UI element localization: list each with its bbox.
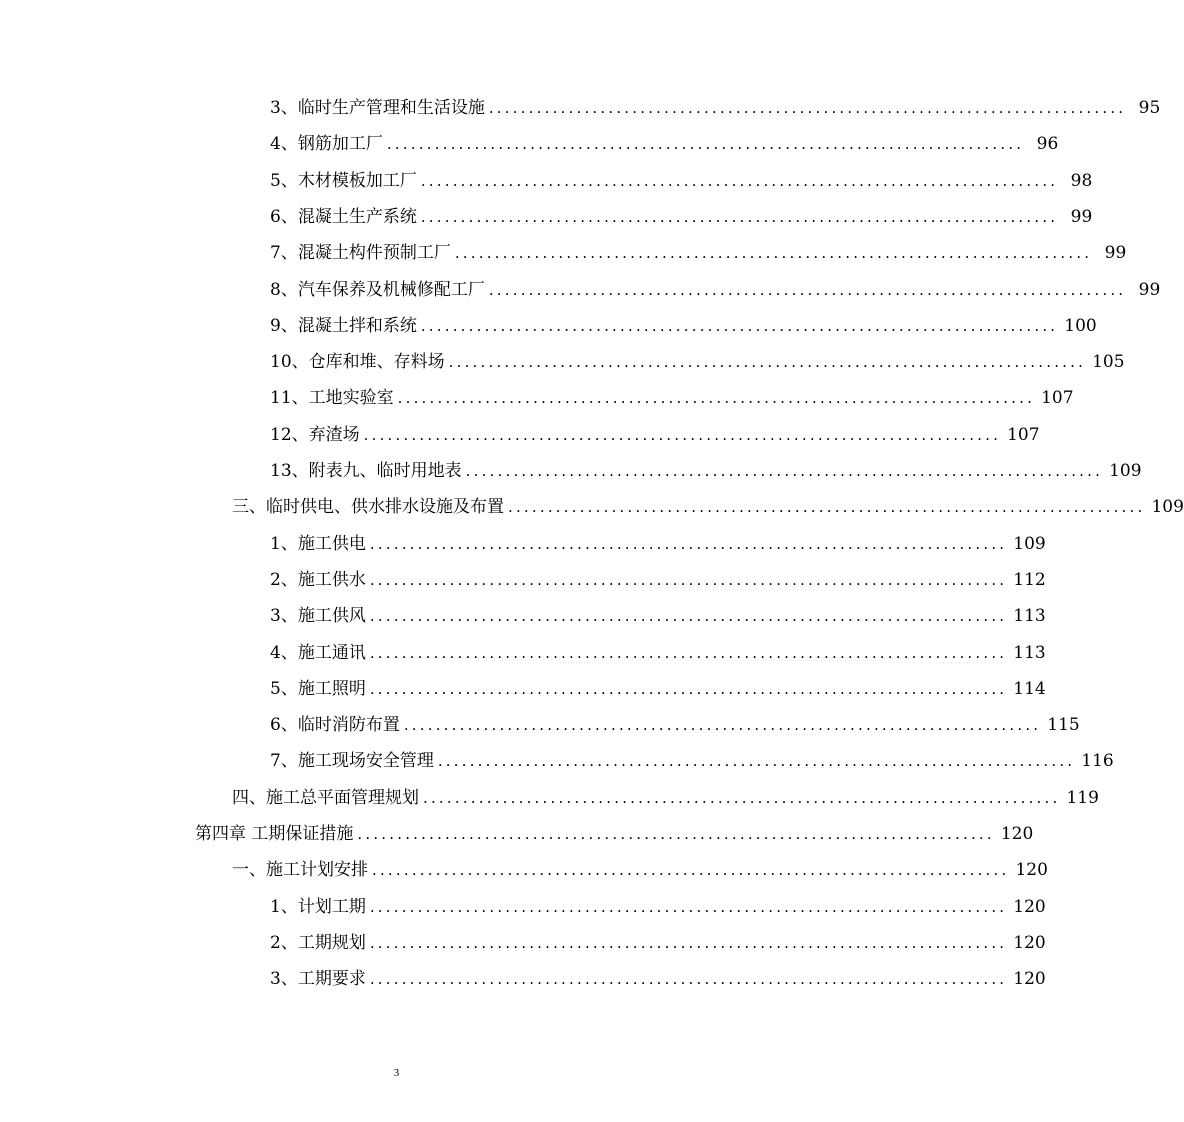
toc-leader-dots: ................................................................................	[488, 99, 1127, 117]
toc-entry-title: 11、工地实验室	[270, 388, 394, 409]
toc-entry[interactable]	[270, 417, 1040, 453]
toc-leader-dots: ................................................................................	[397, 389, 1036, 408]
toc-entry-title: 6、混凝土生产系统	[270, 206, 417, 227]
toc-entry[interactable]	[270, 889, 1046, 925]
toc-leader-dots: ................................................................................	[403, 716, 1042, 735]
toc-entry-title: 4、施工通讯	[270, 642, 366, 663]
toc-leader-dots: ................................................................................	[357, 825, 995, 843]
toc-entry-page: 109	[1109, 461, 1142, 481]
toc-leader-dots: ................................................................................	[372, 861, 1010, 880]
toc-entry-title: 3、工期要求	[270, 969, 366, 990]
toc-entry[interactable]	[270, 272, 1161, 308]
toc-entry[interactable]	[232, 852, 1048, 888]
toc-entry-title: 1、施工供电	[270, 533, 366, 554]
toc-entry[interactable]	[270, 380, 1074, 416]
toc-entry-page: 99	[1138, 279, 1161, 300]
toc-entry-title: 一、施工计划安排	[232, 860, 368, 881]
toc-entry-page: 119	[1066, 787, 1099, 808]
page-number: 3	[393, 1067, 400, 1079]
toc-entry-title: 4、钢筋加工厂	[270, 134, 383, 155]
toc-entry[interactable]	[270, 235, 1127, 271]
toc-entry[interactable]	[270, 126, 1059, 162]
toc-entry-page: 120	[1013, 969, 1046, 990]
toc-leader-dots: ................................................................................	[363, 425, 1002, 444]
toc-entry-title: 3、施工供风	[270, 606, 366, 627]
toc-entry-page: 113	[1013, 642, 1046, 663]
toc-entry[interactable]	[270, 635, 1046, 671]
toc-leader-dots: ................................................................................	[369, 607, 1008, 626]
toc-leader-dots: ................................................................................	[420, 207, 1059, 226]
toc-entry[interactable]	[270, 90, 1161, 126]
toc-leader-dots: ................................................................................	[448, 353, 1087, 372]
toc-entry-title: 5、木材模板加工厂	[270, 170, 417, 191]
toc-leader-dots: ................................................................................	[420, 171, 1059, 190]
toc-entry[interactable]	[195, 816, 1034, 852]
toc-leader-dots: ................................................................................	[420, 316, 1059, 335]
toc-entry-title: 10、仓库和堆、存料场	[270, 352, 445, 373]
toc-entry-page: 109	[1151, 497, 1184, 518]
toc-leader-dots: ................................................................................	[386, 135, 1025, 154]
toc-entry-title: 1、计划工期	[270, 896, 366, 917]
toc-entry-title: 四、施工总平面管理规划	[232, 787, 419, 808]
toc-leader-dots: ................................................................................	[369, 679, 1008, 698]
toc-entry-page: 95	[1138, 98, 1161, 118]
toc-leader-dots: ................................................................................	[369, 643, 1008, 662]
toc-entry-page: 107	[1041, 388, 1074, 409]
toc-entry-title: 5、施工照明	[270, 678, 366, 699]
toc-entry-page: 99	[1070, 206, 1093, 227]
toc-entry-title: 三、临时供电、供水排水设施及布置	[232, 497, 504, 518]
toc-entry[interactable]	[270, 344, 1125, 380]
toc-leader-dots: ................................................................................	[423, 788, 1061, 807]
toc-entry-title: 第四章 工期保证措施	[195, 824, 354, 844]
toc-entry-page: 120	[1013, 932, 1046, 953]
toc-entry[interactable]	[232, 489, 1184, 525]
toc-entry-page: 107	[1007, 424, 1040, 445]
toc-leader-dots: ................................................................................	[369, 933, 1008, 952]
toc-leader-dots: ................................................................................	[369, 534, 1008, 553]
toc-entry-page: 112	[1013, 569, 1046, 590]
toc-entry-title: 2、工期规划	[270, 932, 366, 953]
toc-entry-page: 120	[1015, 860, 1048, 881]
toc-leader-dots: ................................................................................	[369, 970, 1008, 989]
toc-entry-page: 115	[1047, 715, 1080, 736]
toc-entry-page: 120	[1013, 896, 1046, 917]
toc-entry-title: 12、弃渣场	[270, 424, 360, 445]
toc-entry[interactable]	[270, 562, 1046, 598]
toc-entry-page: 98	[1070, 170, 1093, 191]
toc-leader-dots: ................................................................................	[437, 752, 1076, 771]
toc-entry-page: 99	[1104, 243, 1127, 264]
toc-entry-title: 2、施工供水	[270, 569, 366, 590]
toc-leader-dots: ................................................................................	[454, 244, 1093, 263]
toc-entry[interactable]	[232, 780, 1099, 816]
toc-entry-page: 96	[1036, 134, 1059, 155]
toc-entry-title: 8、汽车保养及机械修配工厂	[270, 279, 485, 300]
toc-entry-page: 113	[1013, 606, 1046, 627]
toc-entry[interactable]	[270, 925, 1046, 961]
toc-entry-page: 105	[1092, 352, 1125, 373]
toc-entry[interactable]	[270, 453, 1142, 489]
toc-entry-page: 116	[1081, 751, 1114, 772]
toc-entry[interactable]	[270, 308, 1097, 344]
toc-entry-title: 13、附表九、临时用地表	[270, 461, 462, 481]
toc-entry[interactable]	[270, 526, 1046, 562]
toc-entry-page: 114	[1013, 678, 1046, 699]
toc-entry[interactable]	[270, 671, 1046, 707]
toc-entry[interactable]	[270, 707, 1080, 743]
toc-entry-title: 6、临时消防布置	[270, 715, 400, 736]
toc-leader-dots: ................................................................................	[465, 462, 1104, 480]
toc-entry-title: 7、混凝土构件预制工厂	[270, 243, 451, 264]
toc-entry[interactable]	[270, 598, 1046, 634]
toc-leader-dots: ................................................................................	[369, 570, 1008, 589]
toc-entry[interactable]	[270, 199, 1093, 235]
toc-leader-dots: ................................................................................	[369, 897, 1008, 916]
toc-entry-page: 109	[1013, 533, 1046, 554]
toc-leader-dots: ................................................................................	[508, 498, 1146, 517]
toc-entry-page: 120	[1000, 824, 1034, 844]
toc-entry[interactable]	[270, 743, 1114, 779]
toc-entry[interactable]	[270, 961, 1046, 997]
toc-entry[interactable]	[270, 163, 1093, 199]
toc-leader-dots: ................................................................................	[488, 280, 1127, 299]
toc-entry-page: 100	[1064, 315, 1097, 336]
toc-entry-title: 7、施工现场安全管理	[270, 751, 434, 772]
toc-entry-title: 3、临时生产管理和生活设施	[270, 98, 485, 118]
toc-entry-title: 9、混凝土拌和系统	[270, 315, 417, 336]
